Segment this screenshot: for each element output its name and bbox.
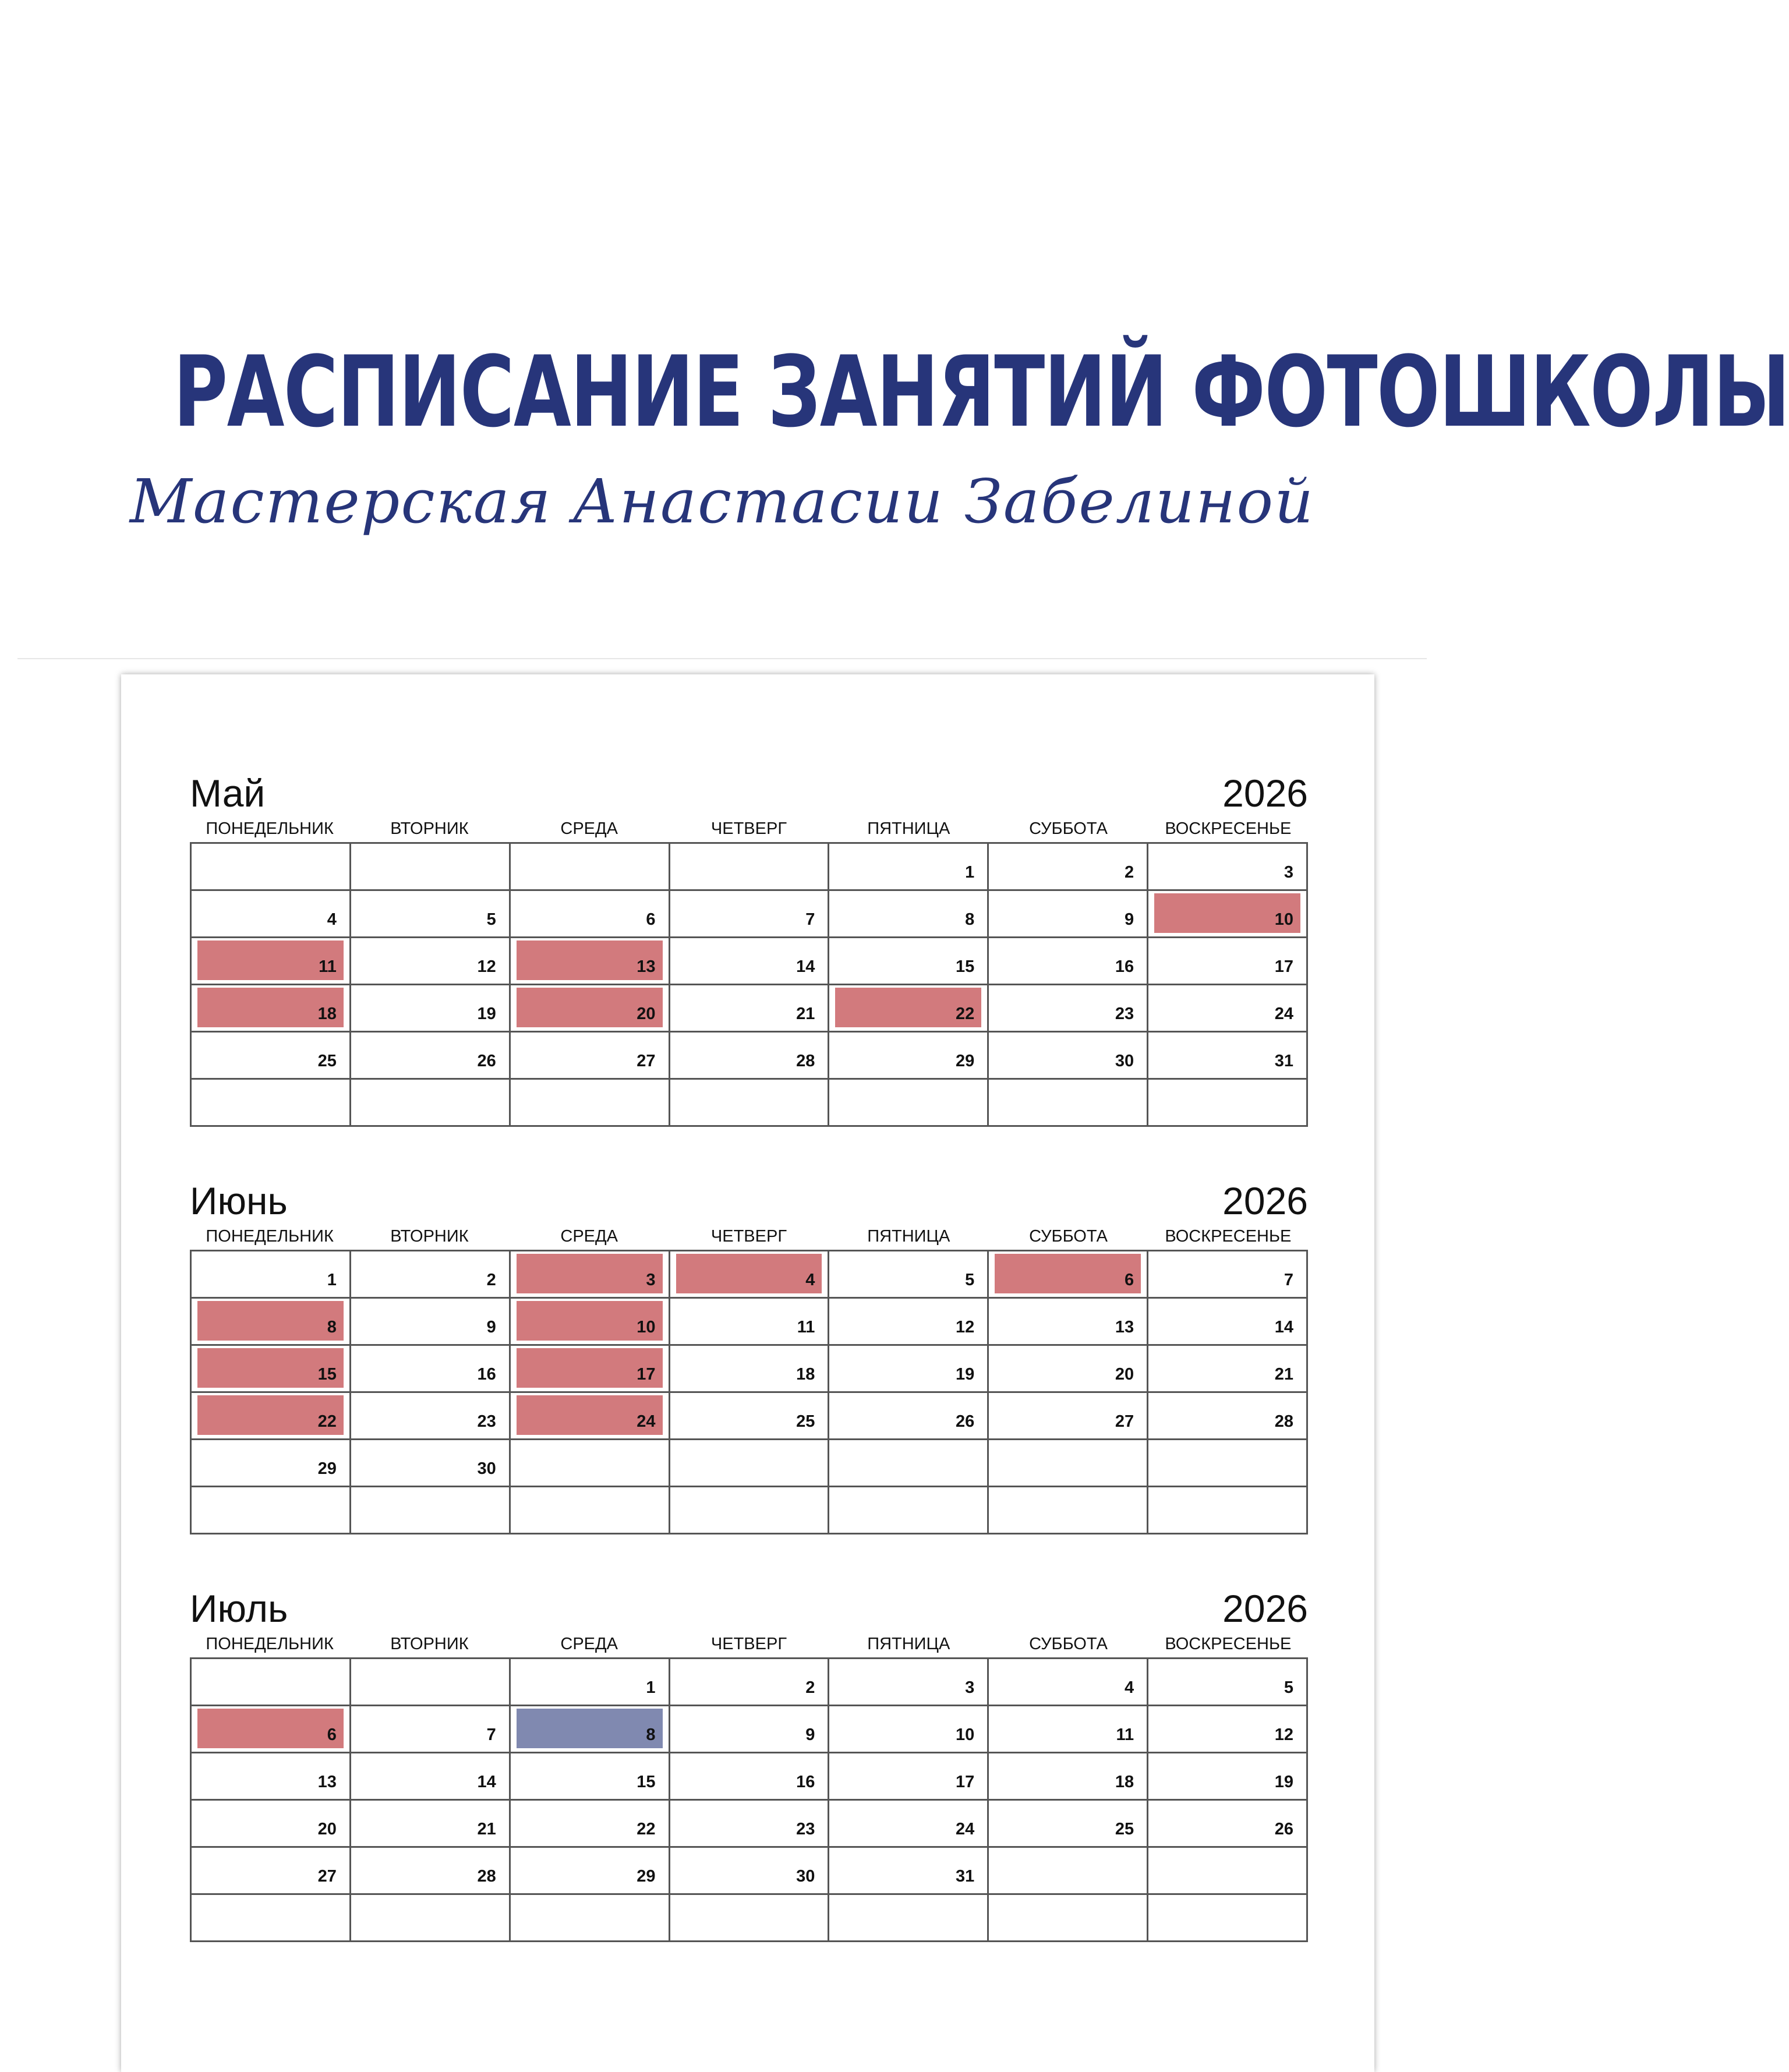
day-number: 15 [317, 1365, 337, 1384]
day-number: 19 [956, 1365, 975, 1384]
day-number: 6 [646, 910, 656, 929]
day-cell [351, 891, 511, 938]
day-cell [511, 1659, 670, 1706]
day-cell [1148, 1801, 1308, 1848]
day-cell [670, 1251, 830, 1299]
day-number: 1 [327, 1271, 337, 1289]
day-number: 17 [637, 1365, 656, 1384]
weekday-label: ПЯТНИЦА [867, 1226, 950, 1246]
day-number: 21 [1274, 1365, 1293, 1384]
day-cell [670, 1440, 830, 1487]
day-cell [829, 1080, 989, 1127]
day-cell [670, 1393, 830, 1440]
day-cell [511, 1393, 670, 1440]
day-cell [351, 1706, 511, 1753]
day-cell [989, 1440, 1148, 1487]
day-number: 5 [1284, 1678, 1293, 1697]
day-cell [670, 1659, 830, 1706]
day-cell [351, 985, 511, 1033]
day-number: 29 [637, 1867, 656, 1886]
day-cell [670, 1706, 830, 1753]
day-cell [670, 1080, 830, 1127]
day-number: 22 [317, 1412, 337, 1431]
day-cell [989, 1346, 1148, 1393]
lesson-day-highlight [197, 1301, 344, 1341]
day-number: 7 [486, 1726, 496, 1744]
month-name: Июль [190, 1587, 288, 1630]
day-cell [1148, 1393, 1308, 1440]
weekday-label: ЧЕТВЕРГ [710, 1634, 787, 1653]
day-cell [351, 938, 511, 985]
day-cell [192, 1080, 351, 1127]
lesson-day-highlight [995, 1254, 1141, 1293]
day-cell [351, 1251, 511, 1299]
day-cell [192, 1346, 351, 1393]
day-number: 22 [956, 1005, 975, 1023]
day-cell [829, 1393, 989, 1440]
day-cell [989, 1801, 1148, 1848]
day-cell [192, 844, 351, 891]
day-cell [511, 1299, 670, 1346]
day-cell [829, 1659, 989, 1706]
weekday-label: СРЕДА [560, 819, 618, 838]
day-cell [351, 1801, 511, 1848]
day-number: 30 [477, 1459, 496, 1478]
day-cell [192, 891, 351, 938]
weekday-label: ВОСКРЕСЕНЬЕ [1165, 1634, 1292, 1653]
weekday-row [190, 1223, 1308, 1250]
day-number: 2 [805, 1678, 815, 1697]
day-cell [670, 985, 830, 1033]
day-cell [989, 1080, 1148, 1127]
day-number: 8 [646, 1726, 656, 1744]
day-number: 28 [477, 1867, 496, 1886]
weekday-label: ЧЕТВЕРГ [710, 819, 787, 838]
day-cell [670, 891, 830, 938]
day-number: 12 [956, 1318, 975, 1336]
day-number: 29 [956, 1052, 975, 1070]
day-number: 18 [317, 1005, 337, 1023]
weekday-label: ВОСКРЕСЕНЬЕ [1165, 819, 1292, 838]
day-number: 7 [805, 910, 815, 929]
day-cell [511, 1801, 670, 1848]
day-number: 9 [805, 1726, 815, 1744]
day-cell [351, 1440, 511, 1487]
day-number: 23 [796, 1820, 815, 1838]
day-cell [989, 1895, 1148, 1942]
day-cell [351, 1080, 511, 1127]
day-cell [989, 844, 1148, 891]
day-number: 4 [1125, 1678, 1134, 1697]
day-number: 4 [805, 1271, 815, 1289]
day-cell [989, 985, 1148, 1033]
day-number: 18 [796, 1365, 815, 1384]
day-cell [670, 1753, 830, 1801]
day-cell [192, 985, 351, 1033]
weekday-label: ПЯТНИЦА [867, 1634, 950, 1653]
day-cell [670, 1801, 830, 1848]
day-number: 26 [1274, 1820, 1293, 1838]
day-cell [511, 1346, 670, 1393]
day-number: 11 [1116, 1726, 1134, 1744]
weekday-label: ПОНЕДЕЛЬНИК [206, 819, 334, 838]
day-cell [989, 1487, 1148, 1534]
month-year: 2026 [1222, 1587, 1308, 1630]
weekday-label: ПЯТНИЦА [867, 819, 950, 838]
weekday-row [190, 1631, 1308, 1657]
day-cell [989, 1299, 1148, 1346]
day-cell [989, 1706, 1148, 1753]
day-number: 13 [637, 957, 656, 976]
day-cell [1148, 1080, 1308, 1127]
day-cell [1148, 1706, 1308, 1753]
weekday-label: ВТОРНИК [390, 819, 469, 838]
day-number: 20 [1115, 1365, 1134, 1384]
day-number: 24 [956, 1820, 975, 1838]
day-cell [351, 1487, 511, 1534]
day-cell [670, 844, 830, 891]
day-number: 30 [1115, 1052, 1134, 1070]
day-cell [829, 1033, 989, 1080]
day-cell [351, 1848, 511, 1895]
weekday-label: ПОНЕДЕЛЬНИК [206, 1634, 334, 1653]
day-number: 26 [477, 1052, 496, 1070]
day-cell [1148, 1440, 1308, 1487]
day-cell [829, 844, 989, 891]
day-number: 25 [796, 1412, 815, 1431]
day-number: 6 [327, 1726, 337, 1744]
day-cell [1148, 985, 1308, 1033]
day-cell [192, 1753, 351, 1801]
day-cell [192, 1251, 351, 1299]
day-cell [192, 1659, 351, 1706]
day-cell [511, 891, 670, 938]
day-cell [511, 985, 670, 1033]
day-number: 14 [796, 957, 815, 976]
day-cell [1148, 1753, 1308, 1801]
day-cell [670, 1033, 830, 1080]
day-cell [192, 1895, 351, 1942]
day-cell [670, 1848, 830, 1895]
day-cell [1148, 1895, 1308, 1942]
day-number: 8 [327, 1318, 337, 1336]
day-cell [1148, 1659, 1308, 1706]
day-number: 25 [1115, 1820, 1134, 1838]
day-number: 14 [477, 1773, 496, 1791]
weekday-label: СУББОТА [1029, 819, 1108, 838]
day-number: 13 [317, 1773, 337, 1791]
day-number: 27 [637, 1052, 656, 1070]
day-cell [351, 1033, 511, 1080]
day-number: 1 [965, 863, 975, 882]
day-number: 28 [796, 1052, 815, 1070]
month-name: Май [190, 772, 266, 815]
page-title: РАСПИСАНИЕ ЗАНЯТИЙ ФОТОШКОЛЫ [173, 335, 1789, 449]
lesson-day-highlight [676, 1254, 822, 1293]
day-number: 10 [956, 1726, 975, 1744]
month-year: 2026 [1222, 1179, 1308, 1222]
day-cell [192, 1440, 351, 1487]
day-number: 23 [1115, 1005, 1134, 1023]
day-cell [989, 1659, 1148, 1706]
day-number: 21 [796, 1005, 815, 1023]
day-cell [829, 1848, 989, 1895]
day-cell [829, 1299, 989, 1346]
weekday-label: СРЕДА [560, 1226, 618, 1246]
day-cell [511, 1487, 670, 1534]
day-number: 13 [1115, 1318, 1134, 1336]
day-number: 15 [637, 1773, 656, 1791]
day-cell [670, 1299, 830, 1346]
day-cell [1148, 1848, 1308, 1895]
day-cell [829, 938, 989, 985]
day-cell [829, 985, 989, 1033]
day-number: 5 [486, 910, 496, 929]
day-cell [829, 1753, 989, 1801]
day-number: 31 [956, 1867, 975, 1886]
month-header [190, 1171, 1308, 1223]
month-may [190, 763, 1308, 1127]
day-cell [511, 1033, 670, 1080]
day-number: 16 [796, 1773, 815, 1791]
weekday-row [190, 815, 1308, 842]
day-cell [511, 1080, 670, 1127]
day-cell [1148, 1033, 1308, 1080]
day-cell [989, 1848, 1148, 1895]
day-number: 8 [965, 910, 975, 929]
day-number: 19 [477, 1005, 496, 1023]
day-number: 11 [797, 1318, 815, 1336]
weekday-label: ВТОРНИК [390, 1634, 469, 1653]
day-cell [511, 938, 670, 985]
day-cell [829, 891, 989, 938]
day-cell [192, 1801, 351, 1848]
divider [17, 658, 1427, 659]
day-number: 3 [965, 1678, 975, 1697]
day-number: 12 [477, 957, 496, 976]
day-cell [989, 1393, 1148, 1440]
month-name: Июнь [190, 1179, 288, 1222]
day-cell [192, 1299, 351, 1346]
day-cell [351, 1346, 511, 1393]
day-number: 16 [477, 1365, 496, 1384]
day-number: 17 [956, 1773, 975, 1791]
day-number: 21 [477, 1820, 496, 1838]
page-subtitle: Мастерская Анастасии Забелиной [129, 466, 1315, 537]
day-number: 12 [1274, 1726, 1293, 1744]
day-number: 20 [317, 1820, 337, 1838]
day-cell [192, 1706, 351, 1753]
day-number: 7 [1284, 1271, 1293, 1289]
day-cell [1148, 1299, 1308, 1346]
day-cell [351, 1659, 511, 1706]
day-number: 11 [319, 957, 337, 976]
day-cell [511, 1753, 670, 1801]
day-cell [670, 1895, 830, 1942]
day-cell [192, 1393, 351, 1440]
day-number: 17 [1274, 957, 1293, 976]
day-cell [511, 1706, 670, 1753]
day-number: 9 [1125, 910, 1134, 929]
day-cell [351, 844, 511, 891]
weekday-label: СУББОТА [1029, 1634, 1108, 1653]
day-number: 26 [956, 1412, 975, 1431]
day-number: 9 [486, 1318, 496, 1336]
day-number: 4 [327, 910, 337, 929]
day-number: 3 [646, 1271, 656, 1289]
day-cell [989, 891, 1148, 938]
weekday-label: ЧЕТВЕРГ [710, 1226, 787, 1246]
day-number: 29 [317, 1459, 337, 1478]
day-number: 25 [317, 1052, 337, 1070]
day-cell [989, 1033, 1148, 1080]
day-number: 23 [477, 1412, 496, 1431]
day-cell [511, 1895, 670, 1942]
day-cell [1148, 1346, 1308, 1393]
day-cell [351, 1393, 511, 1440]
calendar-grid [190, 842, 1308, 1127]
month-year: 2026 [1222, 772, 1308, 815]
day-number: 2 [486, 1271, 496, 1289]
weekday-label: СРЕДА [560, 1634, 618, 1653]
calendar-grid [190, 1250, 1308, 1534]
day-cell [1148, 1251, 1308, 1299]
lesson-day-highlight [197, 1709, 344, 1748]
day-cell [829, 1895, 989, 1942]
day-cell [989, 938, 1148, 985]
day-number: 24 [637, 1412, 656, 1431]
day-number: 14 [1274, 1318, 1293, 1336]
day-cell [192, 1033, 351, 1080]
month-june [190, 1171, 1308, 1534]
day-number: 6 [1125, 1271, 1134, 1289]
day-cell [192, 1848, 351, 1895]
weekday-label: ВОСКРЕСЕНЬЕ [1165, 1226, 1292, 1246]
day-cell [829, 1487, 989, 1534]
day-number: 20 [637, 1005, 656, 1023]
month-header [190, 763, 1308, 815]
day-cell [192, 1487, 351, 1534]
day-cell [511, 844, 670, 891]
day-cell [1148, 1487, 1308, 1534]
day-number: 27 [1115, 1412, 1134, 1431]
day-cell [829, 1440, 989, 1487]
day-number: 5 [965, 1271, 975, 1289]
day-number: 3 [1284, 863, 1293, 882]
month-july [190, 1578, 1308, 1942]
day-cell [829, 1251, 989, 1299]
day-cell [511, 1440, 670, 1487]
day-cell [829, 1706, 989, 1753]
day-cell [670, 1346, 830, 1393]
day-number: 31 [1274, 1052, 1293, 1070]
day-cell [1148, 891, 1308, 938]
day-cell [511, 1848, 670, 1895]
day-cell [829, 1801, 989, 1848]
day-cell [1148, 938, 1308, 985]
day-number: 15 [956, 957, 975, 976]
day-number: 27 [317, 1867, 337, 1886]
day-number: 19 [1274, 1773, 1293, 1791]
day-cell [989, 1753, 1148, 1801]
weekday-label: ВТОРНИК [390, 1226, 469, 1246]
day-number: 28 [1274, 1412, 1293, 1431]
day-number: 24 [1274, 1005, 1293, 1023]
day-cell [192, 938, 351, 985]
day-cell [670, 938, 830, 985]
day-number: 18 [1115, 1773, 1134, 1791]
day-cell [1148, 844, 1308, 891]
day-cell [351, 1895, 511, 1942]
day-number: 22 [637, 1820, 656, 1838]
day-cell [829, 1346, 989, 1393]
day-cell [989, 1251, 1148, 1299]
month-header [190, 1578, 1308, 1631]
day-number: 30 [796, 1867, 815, 1886]
special-day-highlight [517, 1709, 663, 1748]
weekday-label: СУББОТА [1029, 1226, 1108, 1246]
day-cell [351, 1299, 511, 1346]
day-number: 10 [1274, 910, 1293, 929]
day-number: 2 [1125, 863, 1134, 882]
day-number: 16 [1115, 957, 1134, 976]
day-number: 1 [646, 1678, 656, 1697]
day-cell [351, 1753, 511, 1801]
day-number: 10 [637, 1318, 656, 1336]
day-cell [670, 1487, 830, 1534]
day-cell [511, 1251, 670, 1299]
weekday-label: ПОНЕДЕЛЬНИК [206, 1226, 334, 1246]
calendar-grid [190, 1657, 1308, 1942]
lesson-day-highlight [517, 1254, 663, 1293]
